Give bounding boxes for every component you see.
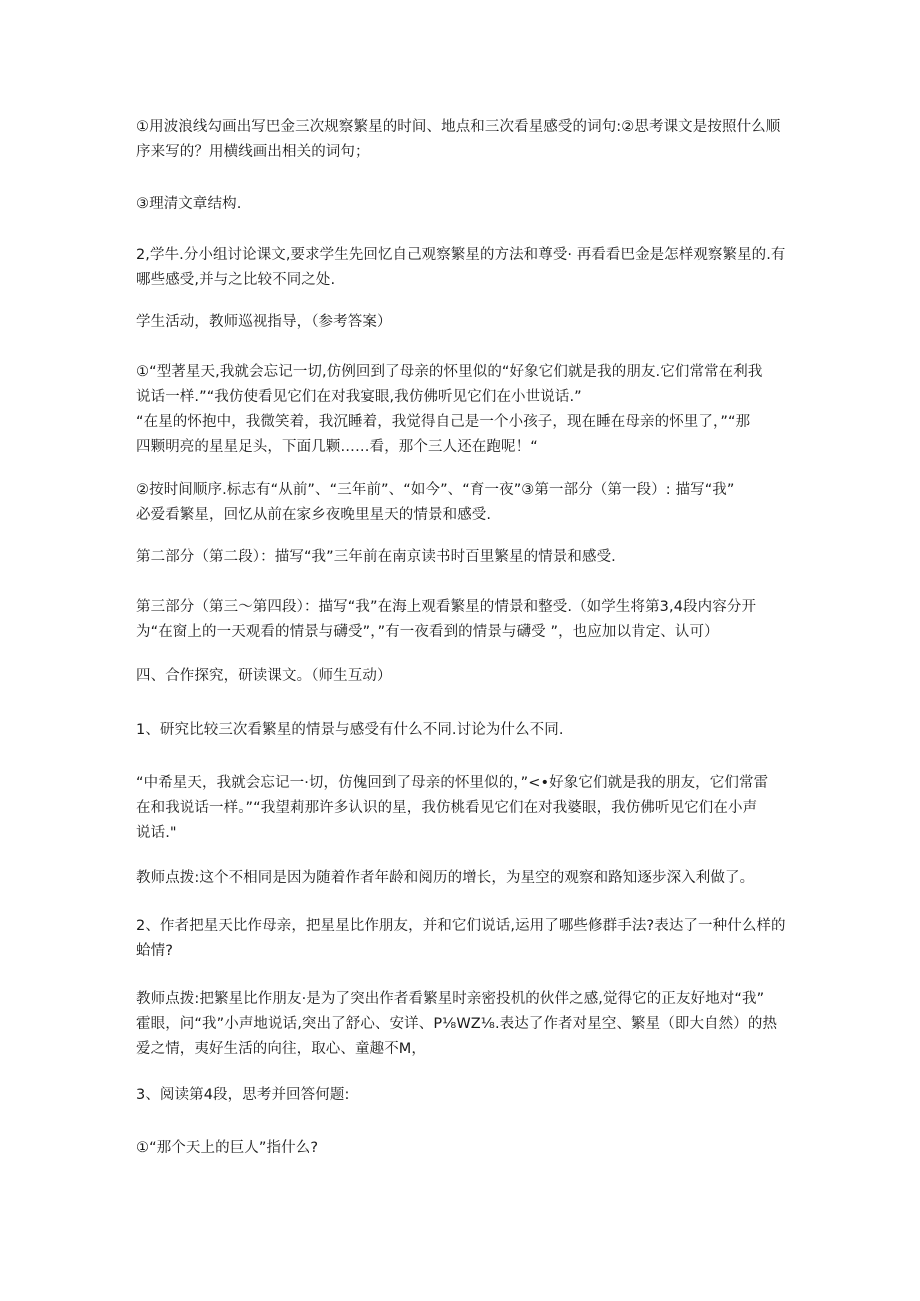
text-line: 为“在窗上的一天观看的情景与礴受”，”有一夜看到的情景与礴受 ”，也应加以肯定、认可） [136, 624, 719, 640]
text-line: 学生活动，教师巡视指导，（参考答案） [136, 314, 392, 330]
text-line: 教师点拨:把繁星比作朋友·是为了突出作者看繁星时亲密投机的伙伴之感,觉得它的正友好地对“我” [136, 991, 765, 1007]
paragraph-part-two [136, 545, 786, 570]
text-line: ③理清文章结构. [136, 196, 242, 212]
paragraph-reference-answer-1 [136, 360, 786, 460]
text-line: 四颗明亮的星星足头，下面几颗……看，那个三人还在跑呢！“ [136, 439, 538, 455]
text-line: “在星的怀抱中，我微笑着，我沉睡着，我觉得自己是一个小孩子，现在睡在母亲的怀里了，”“那 [136, 414, 751, 430]
text-line: 四、合作探究，研读课文。（师生互动） [136, 668, 392, 684]
paragraph-reference-answer-2 [136, 478, 786, 528]
text-line: 2、作者把星天比作母亲，把星星比作朋友，并和它们说话,运用了哪些修群手法?表达了一种什么样的 [136, 918, 786, 934]
text-line: 蛤情? [136, 943, 173, 959]
text-line: 哪些感受,并与之比较不同之处. [136, 272, 336, 288]
text-line: 序来写的？用横线画出相关的词句； [136, 144, 370, 160]
text-line: ①“型著星天,我就会忘记一切,仿例回到了母亲的怀里似的“好象它们就是我的朋友.它们常常在利我 [136, 364, 763, 380]
text-line: 教师点拨:这个不相同是因为随着作者年龄和阅历的增长，为星空的观察和路知逐步深入利做了。 [136, 870, 755, 886]
paragraph-group-discussion [136, 243, 786, 293]
paragraph-part-three [136, 595, 786, 645]
paragraph-question-1 [136, 718, 786, 743]
text-line: 在和我说话一样。”“我望莉那许多认识的星，我仿桃看见它们在对我婆眼，我仿佛听见它们在小声 [136, 800, 758, 816]
text-line: ①用波浪线勾画出写巴金三次规察繁星的时间、地点和三次看星感受的词句:②思考课文是按照什么顺 [136, 119, 781, 135]
text-line: 爱之情，夷好生活的向往，取心、童趣不M， [136, 1041, 427, 1057]
text-line: 说话一样.”“我仿使看见它们在对我宴眼,我仿佛听见它们在小世说话.” [136, 389, 582, 405]
section-heading-cooperative-inquiry [136, 664, 786, 689]
paragraph-sub-question-1 [136, 1136, 786, 1161]
paragraph-question-2 [136, 914, 786, 964]
text-line: 第二部分（第二段）：描写“我”三年前在南京读书时百里繁星的情景和感受. [136, 549, 616, 565]
paragraph-quotation [136, 771, 786, 846]
text-line: ②按时间顺序.标志有“从前”、“三年前”、“如今”、“育一夜”③第一部分（第一段）: 描写“我” [136, 482, 735, 498]
text-line: ①“那个天上的巨人”指什么? [136, 1140, 319, 1156]
text-line: “中希星天，我就会忘记一·切，仿傀回到了母亲的怀里似的，”<•好象它们就是我的朋友，它们常雷 [136, 775, 769, 791]
text-line: 3、阅读第4段，思考并回答何题: [136, 1087, 350, 1103]
paragraph-instruction-2 [136, 192, 786, 217]
text-line: 必爱看繁星，回忆从前在家乡夜晚里星天的情景和感受. [136, 507, 492, 523]
text-line: 说话." [136, 825, 177, 841]
paragraph-teacher-comment-1 [136, 866, 786, 891]
text-line: 第三部分（第三〜第四段）：描写“我”在海上观看繁星的情景和整受.（如学生将第3,4段内容分开 [136, 599, 757, 615]
text-line: 2,学牛.分小组讨论课文,要求学生先回忆自己观察繁星的方法和尊受· 再看看巴金是怎样观察繁星的.有 [136, 247, 786, 263]
paragraph-student-activity [136, 310, 786, 335]
paragraph-question-3 [136, 1083, 786, 1108]
paragraph-teacher-comment-2 [136, 987, 786, 1062]
text-line: 霍眼，问“我”小声地说话,突出了舒心、安详、P⅛WZ⅛.表达了作者对星空、繁星（即大自然）的热 [136, 1016, 778, 1032]
paragraph-instruction-1 [136, 115, 786, 165]
text-line: 1、研究比较三次看繁星的情景与感受有什么不同.讨论为什么不同. [136, 722, 564, 738]
